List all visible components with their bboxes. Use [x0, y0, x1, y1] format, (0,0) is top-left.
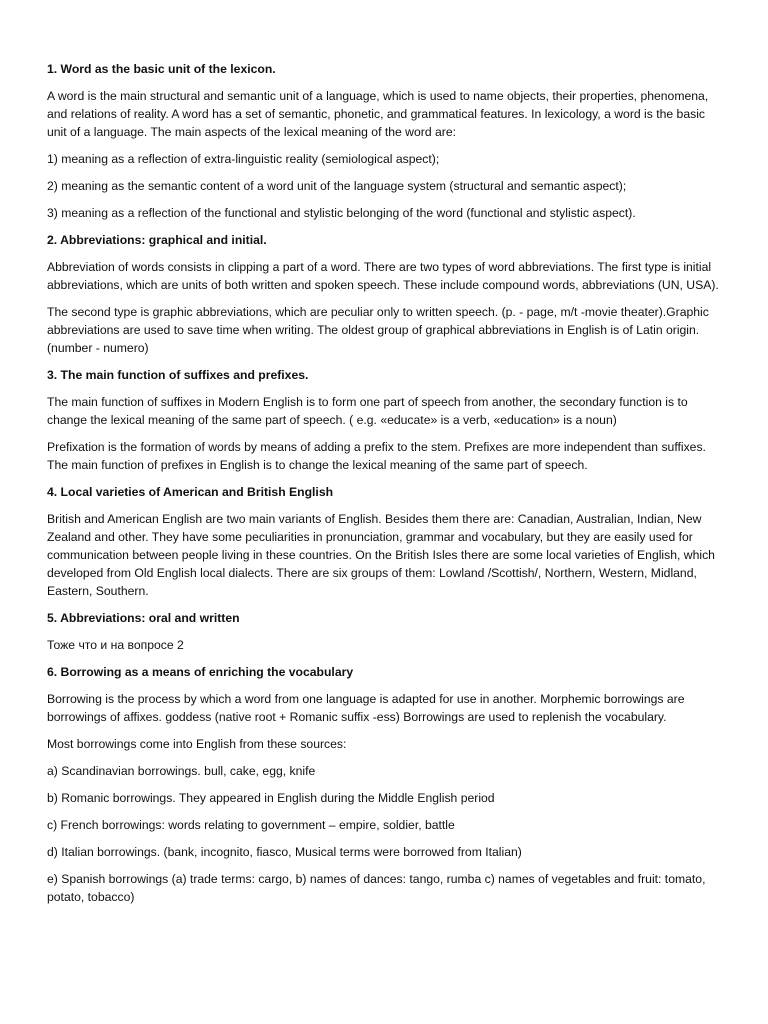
- document-page: [47, 60, 727, 915]
- list-item-2: 2) meaning as the semantic content of a word unit of the language system (structural and semantic aspect);: [47, 179, 627, 193]
- list-item-a: a) Scandinavian borrowings. bull, cake, egg, knife: [47, 764, 316, 778]
- paragraph-same-as-2: Тоже что и на вопросе 2: [47, 638, 184, 652]
- section-heading-3: 3. The main function of suffixes and prefixes.: [47, 368, 309, 382]
- section-heading-1: 1. Word as the basic unit of the lexicon.: [47, 62, 276, 76]
- list-item-d: d) Italian borrowings. (bank, incognito, fiasco, Musical terms were borrowed from Italian): [47, 845, 522, 859]
- list-item-e: e) Spanish borrowings (a) trade terms: cargo, b) names of dances: tango, rumba c) names of vegetables and fruit: tomato, potato, tobacco): [47, 872, 706, 904]
- paragraph-abbreviation-graphic: The second type is graphic abbreviations, which are peculiar only to written speech. (p. - page, m/t -movie theater).Graphic abbreviations are used to save time when writing. The oldest group of graphical abbreviations in English is of Latin origin. (number - numero): [47, 305, 709, 355]
- paragraph-abbreviation-initial: Abbreviation of words consists in clipping a part of a word. There are two types of word abbreviations. The first type is initial abbreviations, which are units of both written and spoken speech. These include compound words, abbreviations (UN, USA).: [47, 260, 719, 292]
- section-heading-6: 6. Borrowing as a means of enriching the vocabulary: [47, 665, 354, 679]
- paragraph-suffixes: The main function of suffixes in Modern English is to form one part of speech from another, the secondary function is to change the lexical meaning of the same part of speech. ( e.g. «educate» is a verb, «education» is a noun): [47, 395, 688, 427]
- paragraph-sources-intro: Most borrowings come into English from these sources:: [47, 737, 347, 751]
- section-heading-5: 5. Abbreviations: oral and written: [47, 611, 240, 625]
- list-item-3: 3) meaning as a reflection of the functional and stylistic belonging of the word (functional and stylistic aspect).: [47, 206, 636, 220]
- paragraph-prefixes: Prefixation is the formation of words by means of adding a prefix to the stem. Prefixes are more independent than suffixes. The main function of prefixes in English is to change the lexical meaning of the same part of speech.: [47, 440, 706, 472]
- paragraph-varieties: British and American English are two main variants of English. Besides them there are: Canadian, Australian, Indian, New Zealand and other. They have some peculiarities in pronunciation, grammar and vocabulary, but they are easily used for communication between people living in these countries. On the British Isles there are some local varieties of English, which developed from Old English local dialects. There are six groups of them: Lowland /Scottish/, Northern, Western, Midland, Eastern, Southern.: [47, 512, 715, 598]
- section-heading-2: 2. Abbreviations: graphical and initial.: [47, 233, 267, 247]
- paragraph-word-definition: A word is the main structural and semantic unit of a language, which is used to name objects, their properties, phenomena, and relations of reality. A word has a set of semantic, phonetic, and grammatical features. In lexicology, a word is the basic unit of a language. The main aspects of the lexical meaning of the word are:: [47, 89, 709, 139]
- section-heading-4: 4. Local varieties of American and British English: [47, 485, 334, 499]
- list-item-1: 1) meaning as a reflection of extra-linguistic reality (semiological aspect);: [47, 152, 440, 166]
- paragraph-borrowing: Borrowing is the process by which a word from one language is adapted for use in another. Morphemic borrowings are borrowings of affixes. goddess (native root + Romanic suffix -ess) Borrowings are used to replenish the vocabulary.: [47, 692, 685, 724]
- list-item-b: b) Romanic borrowings. They appeared in English during the Middle English period: [47, 791, 495, 805]
- list-item-c: c) French borrowings: words relating to government – empire, soldier, battle: [47, 818, 455, 832]
